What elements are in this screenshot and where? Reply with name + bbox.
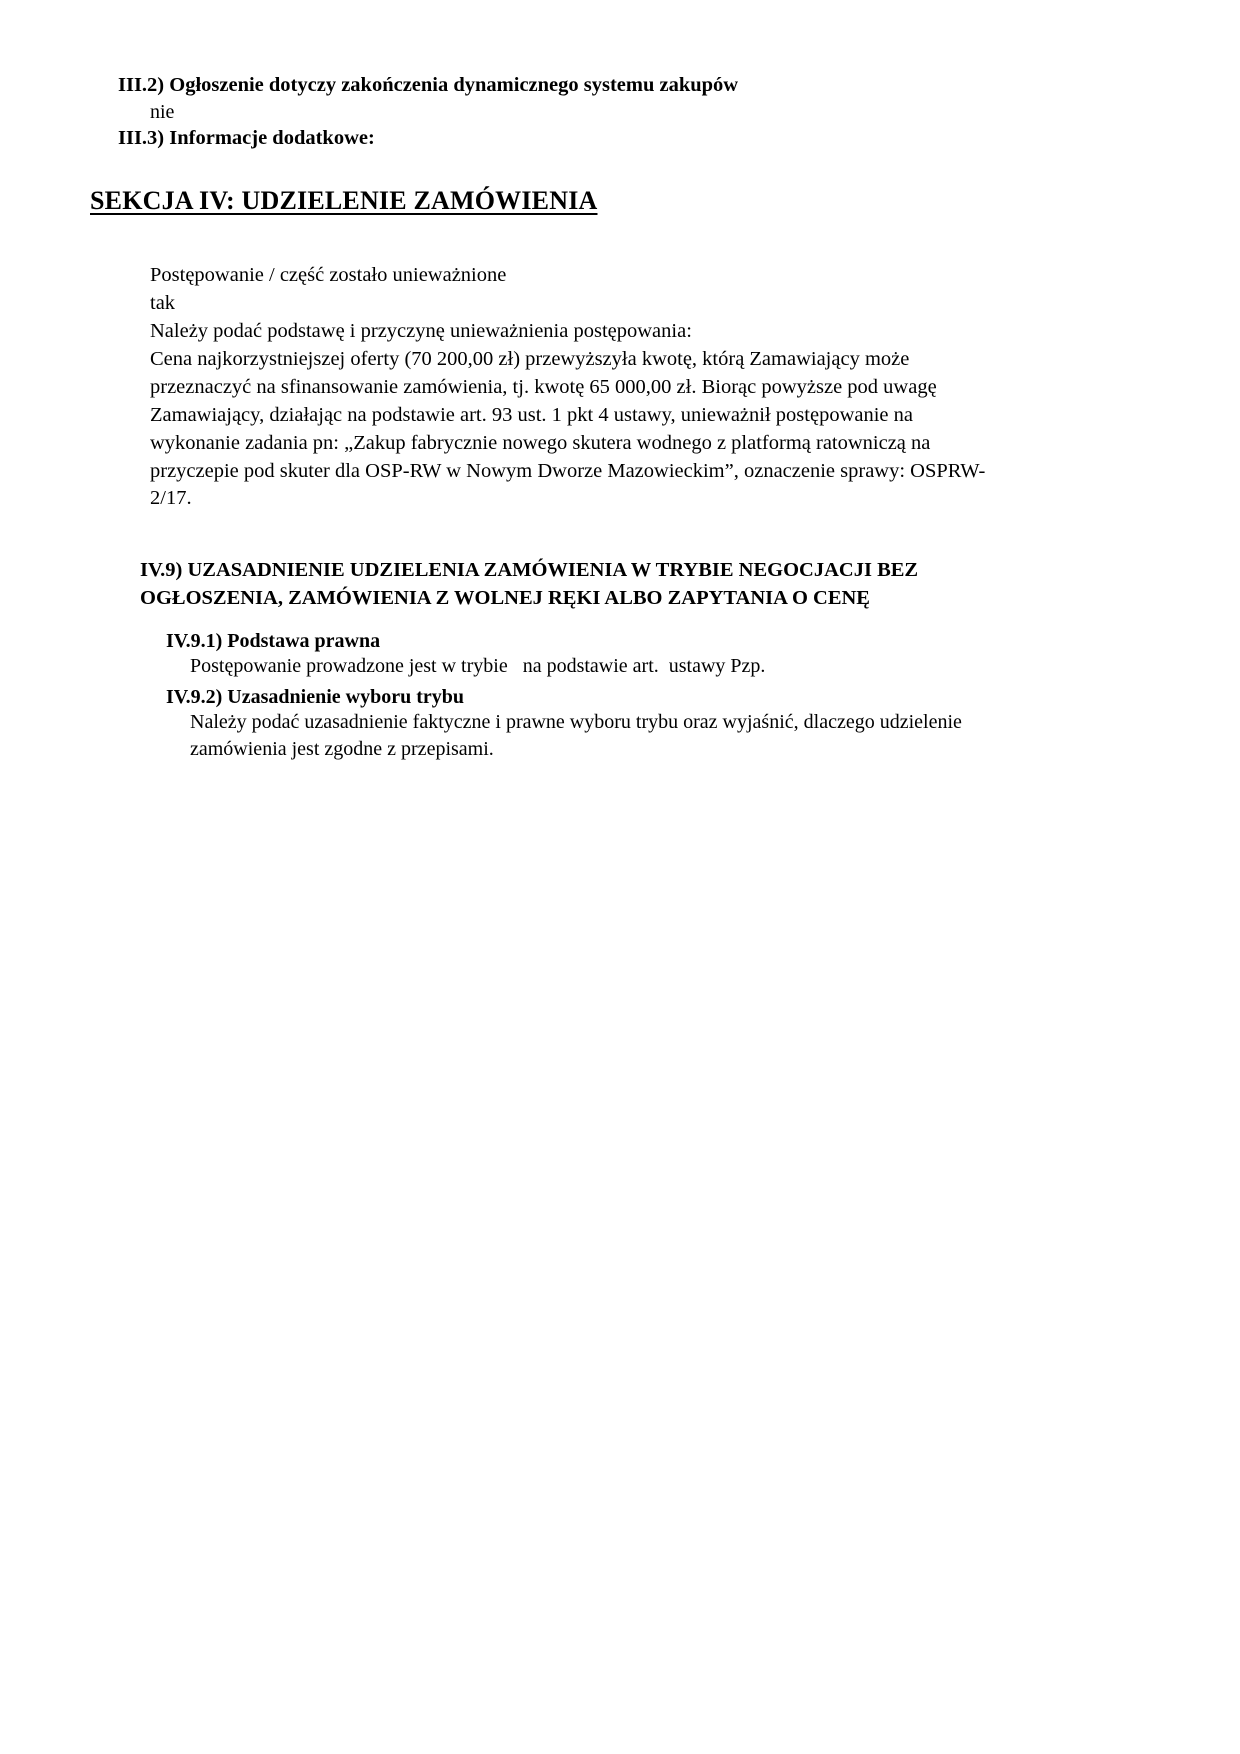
section-iv9-heading: IV.9) UZASADNIENIE UDZIELENIA ZAMÓWIENIA W TRYBIE NEGOCJACJI BEZ OGŁOSZENIA, ZAMÓWIENIA Z WOLNEJ RĘKI ALBO ZAPYTANIA O CENĘ [140, 559, 919, 609]
section-iv-heading: SEKCJA IV: UDZIELENIE ZAMÓWIENIA [90, 186, 598, 216]
section-iii-3-label: III.3) Informacje dodatkowe: [118, 127, 375, 150]
cancelled-value: tak [150, 292, 176, 315]
cancelled-label: Postępowanie / część zostało unieważnione [150, 264, 507, 287]
cancellation-reason-label: Należy podać podstawę i przyczynę unieważnienia postępowania: [150, 320, 692, 343]
section-iv9-1-label: IV.9.1) Podstawa prawna [166, 630, 381, 653]
section-iv9-2-label: IV.9.2) Uzasadnienie wyboru trybu [166, 686, 464, 709]
section-iv9-2-text: Należy podać uzasadnienie faktyczne i prawne wyboru trybu oraz wyjaśnić, dlaczego udzielenie zamówienia jest zgodne z przepisami. [190, 711, 962, 760]
section-iii-2-label: III.2) Ogłoszenie dotyczy zakończenia dynamicznego systemu zakupów [118, 74, 739, 96]
section-iv-body [150, 262, 1144, 513]
document-content [90, 72, 1144, 763]
cancellation-reason-text: Cena najkorzystniejszej oferty (70 200,00 zł) przewyższyła kwotę, którą Zamawiający może przeznaczyć na sfinansowanie zamówienia, tj. kwotę 65 000,00 zł. Biorąc powyższe pod uwagę Zamawiający, działając na podstawie art. 93 ust. 1 pkt 4 ustawy, unieważnił postępowanie na wykonanie zadania pn: „Zakup fabrycznie nowego skutera wodnego z platformą ratowniczą na przyczepie pod skuter dla OSP-RW w Nowym Dworze Mazowieckim”, oznaczenie sprawy: OSPRW-2/17. [150, 348, 986, 510]
section-iv9-1-text: Postępowanie prowadzone jest w trybie na podstawie art. ustawy Pzp. [190, 655, 766, 678]
section-iii-2-value: nie [150, 101, 175, 124]
